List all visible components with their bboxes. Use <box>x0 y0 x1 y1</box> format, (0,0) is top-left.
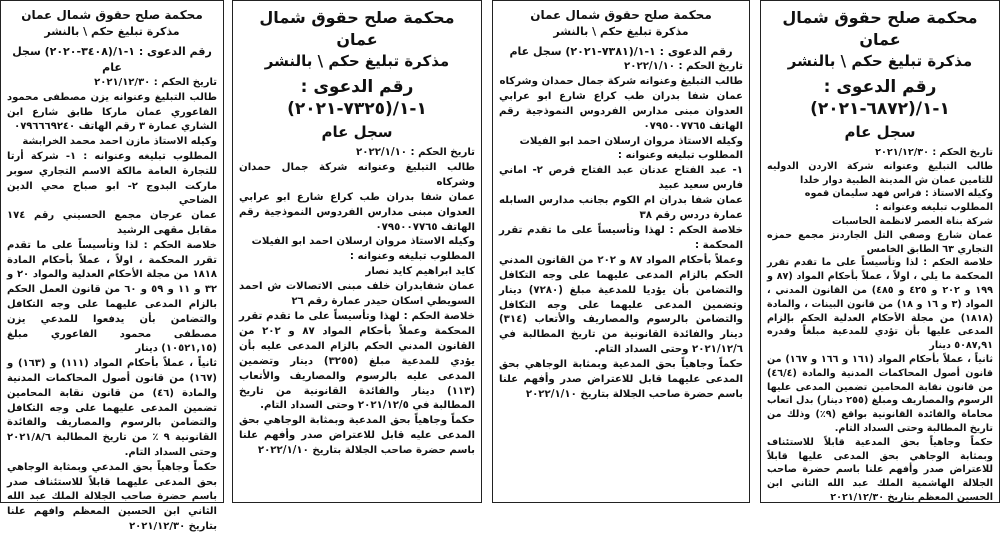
ruling-date: تاريخ الحكم : ٢٠٢١/١٢/٣٠ <box>875 147 993 158</box>
court-title: محكمة صلح حقوق شمال عمان <box>259 8 455 49</box>
ruling-date: تاريخ الحكم : ٢٠٢١/١٢/٣٠ <box>94 77 217 88</box>
defendant: المطلوب تبليغه وعنوانه : ١- شركة أرتا للتجارة العامة مالكة الاسم التجاري سوبر ماركت البدوج ٢- ابو صباح محي الدين الضاحي <box>7 150 218 207</box>
attorney: وكيله الاستاذ مازن احمد محمد الخرابشة <box>22 136 217 148</box>
ruling-closing: حكماً وجاهياً بحق المدعية قابلاً للاستئناف وبمثابة الوجاهي بحق المدعى عليها قابلاً للاعتراض صدر وأفهم علنا باسم حضرة صاحب الجلالة الهاشمية الملك عبد الله الثاني ابن الحسين المعظم بتاريخ ٢٠٢١/١٢/٣٠ <box>767 436 993 503</box>
attorney: وكيله الاستاذ : فراس فهد سليمان قموه <box>804 188 993 200</box>
ruling-detail: وعملاً بأحكام المواد ٨٧ و ٢٠٢ من القانون المدني الحكم بالزام المدعى عليهما على وجه التكافل والتضامن بأن يؤديا للمدعية مبلغ (٧٢٨٠) دينار وتضمين المدعى عليهما على وجه التكافل والتضامن بالرسوم والمصاريف والأتعاب (٣١٤) دينار والفائدة القانونية من تاريخ المطالبة في ٢٠٢١/١٢/٦ وحتى السداد التام. <box>499 254 743 356</box>
notice-body <box>7 76 217 535</box>
notice-subtitle: مذكرة تبليغ حكم \ بالنشر <box>44 25 180 38</box>
plaintiff: طالب التبليغ وعنوانه يزن مصطفى محمود الفاعوري عمان ماركا طابق شارع ابن الشاري عمارة ٣ رقم الهاتف ٠٧٩٦٦٦٩٢٤٠ <box>7 91 217 133</box>
ruling-summary: خلاصة الحكم : لذا وتأسيساً على ما تقدم تقرر المحكمة ما يلي ، اولاً ، عملاً بأحكام المواد (٨٧ و ١٩٩ و ٢٠٢ و ٤٢٥ و ٤٨٥) من القانون المدني ، المواد (٣ و ١٦ و ١٨) من قانون البينات ، والمادة (١٨١٨) من مجلة الأحكام العدلية الحكم بإلزام المدعى عليها بأن تؤدي للمدعية مبلغاً وقدره ٥٠٨٧,٩١ دينار <box>767 257 993 352</box>
case-number: رقم الدعوى : ١-١/(٧٣٢٥-٢٠٢١) <box>287 77 427 119</box>
plaintiff: طالب التبليغ وعنوانه شركة جمال حمدان وشركاه <box>239 161 475 188</box>
defendant-label: المطلوب تبليغه وعنوانه : <box>349 251 475 263</box>
notice-body <box>239 146 475 459</box>
notice-column-2 <box>232 0 482 503</box>
defendant-address: عمان شارع وصفي التل الجاردنز مجمع حمزه التجاري ٦٣ الطابق الخامس <box>767 229 993 255</box>
ruling-closing: حكماً وجاهياً بحق المدعية وبمثابة الوجاهي بحق المدعى عليه قابل للاعتراض صدر وأفهم علنا باسم حضرة صاحب الجلالة بتاريخ ٢٠٢٢/١/١٠ <box>239 415 475 457</box>
ruling-date: تاريخ الحكم : ٢٠٢٢/١/١٠ <box>624 61 743 72</box>
defendant: كايد ابراهيم كايد نصار <box>365 266 475 278</box>
plaintiff-address: عمان شفا بدران طب كراع شارع ابو عرابي العدوان مبنى مدارس الفردوس النموذجية رقم الهاتف ٠٧٩٥٠٠٧٧٦٥ <box>499 90 743 132</box>
defendant-label: المطلوب تبليغه وعنوانه : <box>875 202 993 214</box>
defendant: ١- عبد الفتاح عدنان عبد الفتاح قرص ٢- اماني فارس سعيد عبيد <box>499 165 743 192</box>
register-label: سجل عام <box>844 123 916 141</box>
defendant: شركة بناة العصر لانظمة الحاسبات <box>831 215 993 227</box>
ruling-date: تاريخ الحكم : ٢٠٢٢/١/١٠ <box>356 147 475 158</box>
plaintiff-address: عمان شفا بدران طب كراع شارع ابو عرابي العدوان مبنى مدارس الفردوس النموذجية رقم الهاتف ٠٧٩٥٠٠٧٧٦٥ <box>239 191 475 233</box>
defendant-label: المطلوب تبليغه وعنوانه : <box>617 150 743 162</box>
defendant-address: عمان عرجان مجمع الحسيني رقم ١٧٤ مقابل مقهى الرشيد <box>7 210 217 236</box>
court-title: محكمة صلح حقوق شمال عمان <box>21 8 203 22</box>
notice-subtitle: مذكرة تبليغ حكم \ بالنشر <box>553 25 689 38</box>
case-number: رقم الدعوى : ١-١/(٧٣٨١-٢٠٢١) سجل عام <box>509 45 733 58</box>
notice-body <box>499 60 743 403</box>
attorney: وكيله الاستاذ مروان ارسلان احمد ابو الفيلات <box>519 135 743 147</box>
notice-column-1 <box>0 0 224 532</box>
ruling-summary: خلاصة الحكم : لهذا وتأسيساً على ما تقدم تقرر المحكمة : <box>499 224 743 251</box>
notice-subtitle: مذكرة تبليغ حكم \ بالنشر <box>264 52 450 70</box>
case-number: رقم الدعوى : ١-١/(٣٤٠٨-٢٠٢٠) سجل عام <box>12 45 212 74</box>
notice-body <box>767 146 993 505</box>
ruling-summary: خلاصة الحكم : لهذا وتأسيساً على ما تقدم تقرر المحكمة وعملاً بأحكام المواد ٨٧ و ٢٠٢ من القانون المدني الحكم بالزام المدعى عليه بأن يؤدي للمدعية مبلغ (٣٢٥٥) دينار وتضمين المدعى عليه بالرسوم والمصاريف والأتعاب (١١٣) دينار والفائدة القانونية من تاريخ المطالبة في ٢٠٢١/١٢/٥ وحتى السداد التام. <box>239 310 475 412</box>
attorney: وكيله الاستاذ مروان ارسلان احمد ابو الفيلات <box>251 236 475 248</box>
court-title: محكمة صلح حقوق شمال عمان <box>782 8 978 49</box>
plaintiff: طالب التبليغ وعنوانه شركة جمال حمدان وشركاه <box>499 75 743 87</box>
notice-column-4 <box>760 0 1000 503</box>
case-number: رقم الدعوى : ١-١/(٦٨٧٢-٢٠٢١) <box>810 77 950 119</box>
ruling-summary: خلاصة الحكم : لذا وتأسيساً على ما تقدم تقرر المحكمة ، اولاً ، عملاً بأحكام المادة ١٨١٨ من مجلة الأحكام العدلية والمواد ٢٠ و ٣٢ و ١١ و ٥٩ و ٦٠ من قانون العمل الحكم بالزام المدعى عليهما على وجه التكافل والتضامن بأن يدفعوا للمدعي يزن مصطفى محمود الفاعوري مبلغ (١٠٥٢١,١٥) دينار <box>7 239 218 355</box>
notice-column-3 <box>492 0 750 503</box>
ruling-closing: حكماً وجاهياً بحق المدعية وبمثابة الوجاهي بحق المدعى عليهما قابل للاعتراض صدر وأفهم علنا باسم حضرة صاحب الجلالة بتاريخ ٢٠٢٢/١/١٠ <box>499 359 743 400</box>
plaintiff: طالب التبليغ وعنوانه شركة الاردن الدوليه للتامين عمان ش المدينة الطبية دوار خلدا <box>767 160 993 186</box>
defendant-address: عمان شفا بدران ام الكوم بجانب مدارس السابله عمارة دردس رقم ٣٨ <box>499 195 743 222</box>
ruling-costs: ثانياً ، عملاً بأحكام المواد (١٦١ و ١٦٦ و ١٦٧) من قانون أصول المحاكمات المدنية والمادة (٤٦/٤) من قانون نقابة المحامين تضمين المدعى عليها الرسوم والمصاريف ومبلغ (٢٥٥ دينار) بدل اتعاب محاماة والفائدة القانونية بواقع (٩٪) وذلك من تاريخ المطالبة وحتى السداد التام. <box>767 353 993 434</box>
register-label: سجل عام <box>321 123 393 141</box>
notice-subtitle: مذكرة تبليغ حكم \ بالنشر <box>787 52 973 70</box>
ruling-closing: حكماً وجاهياً بحق المدعي وبمثابة الوجاهي بحق المدعى عليهما قابلاً للاستئناف صدر باسم حضرة صاحب الجلالة الملك عبد الله الثاني ابن الحسين المعظم وافهم علنا بتاريخ ٢٠٢١/١٢/٣٠ <box>7 461 217 532</box>
defendant-address: عمان شفابدران خلف مبنى الاتصالات ش احمد السويطي اسكان حيدر عمارة رقم ٢٦ <box>239 281 475 308</box>
court-title: محكمة صلح حقوق شمال عمان <box>530 8 712 22</box>
ruling-costs: ثانياً ، عملاً بأحكام المواد (١١١) و (١٦٣) و (١٦٧) من قانون أصول المحاكمات المدنية والمادة (٤٦) من قانون نقابة المحامين تضمين المدعى عليهما على وجه التكافل والتضامن بالرسوم والمصاريف والفائدة القانونية ٩ ٪ من تاريخ المطالبة ٢٠٢١/٨/٦ وحتى السداد التام. <box>7 358 218 458</box>
